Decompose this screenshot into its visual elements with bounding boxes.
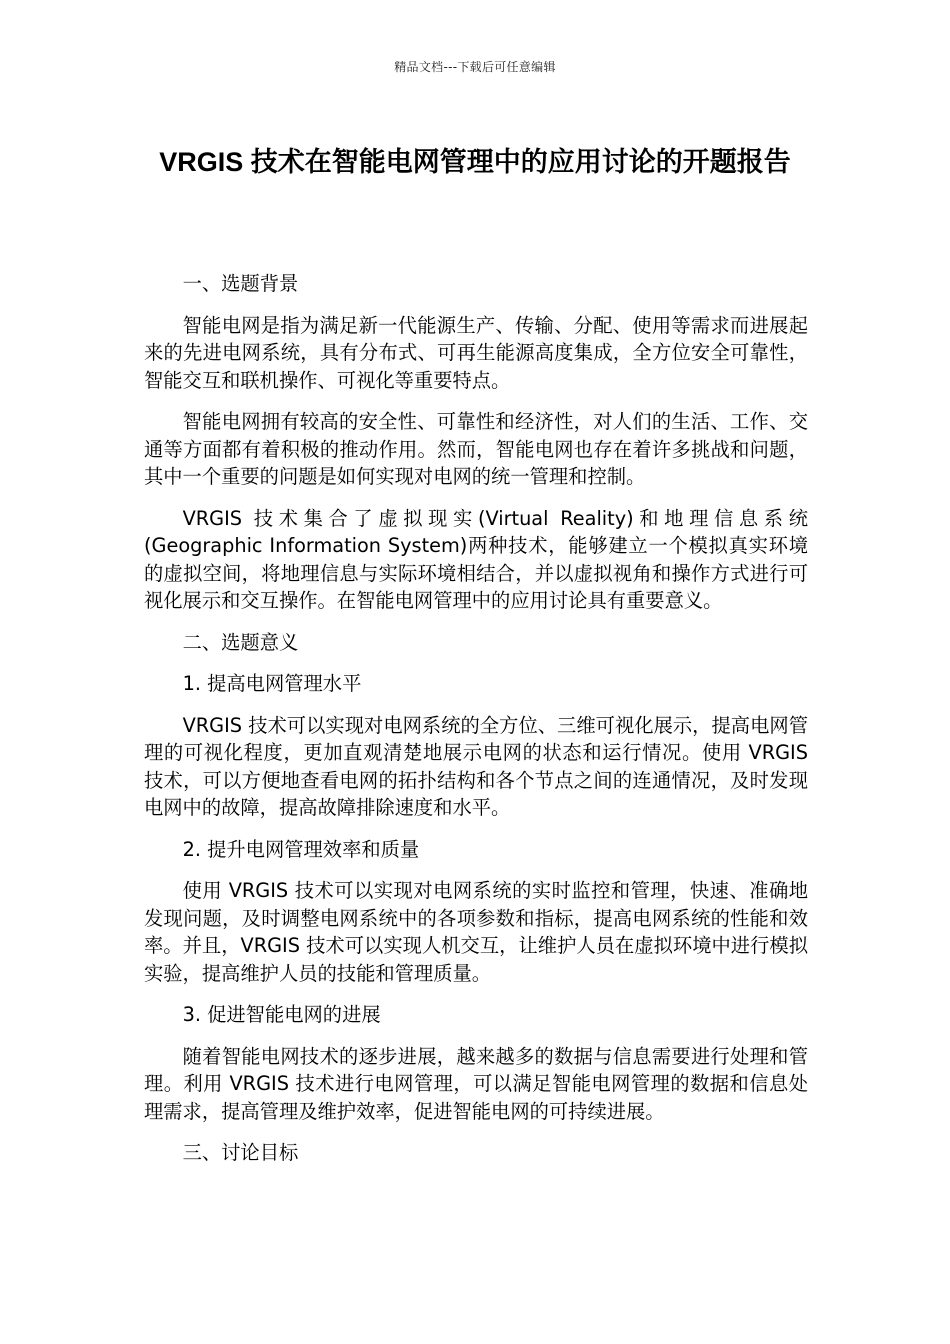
paragraph-smart-grid-challenges: 智能电网拥有较高的安全性、可靠性和经济性，对人们的生活、工作、交通等方面都有着积极的推动作用。然而，智能电网也存在着许多挑战和问题，其中一个重要的问题是如何实现对电网的统一管理和控制。: [144, 410, 808, 488]
document-title: VRGIS 技术在智能电网管理中的应用讨论的开题报告: [159, 147, 791, 177]
paragraph-smart-grid-definition: 智能电网是指为满足新一代能源生产、传输、分配、使用等需求而进展起来的先进电网系统，具有分布式、可再生能源高度集成，全方位安全可靠性，智能交互和联机操作、可视化等重要特点。: [144, 313, 808, 392]
subheading-smart-grid-progress: 3. 促进智能电网的进展: [182, 1003, 381, 1026]
subheading-efficiency-quality: 2. 提升电网管理效率和质量: [182, 837, 420, 861]
section-heading-research-goals: 三、讨论目标: [182, 1141, 299, 1164]
paragraph-smart-grid-progress: 随着智能电网技术的逐步进展，越来越多的数据与信息需要进行处理和管理。利用 VRGIS 技术进行电网管理，可以满足智能电网管理的数据和信息处理需求，提高管理及维护效率，促进智能电网的可持续进展。: [144, 1044, 808, 1123]
document-body: [144, 270, 808, 1181]
subheading-management-level: 1. 提高电网管理水平: [182, 672, 362, 695]
header-note: 精品文档---下载后可任意编辑: [394, 60, 556, 74]
paragraph-vrgis-intro: VRGIS 技术集合了虚拟现实(Virtual Reality)和地理信息系统(Geographic Information System)两种技术，能够建立一个模拟真实环境的虚拟空间，将地理信息与实际环境相结合，并以虚拟视角和操作方式进行可视化展示和交互操作。在智能电网管理中的应用讨论具有重要意义。: [144, 506, 808, 612]
paragraph-management-level: VRGIS 技术可以实现对电网系统的全方位、三维可视化展示，提高电网管理的可视化程度，更加直观清楚地展示电网的状态和运行情况。使用 VRGIS 技术，可以方便地查看电网的拓扑结构和各个节点之间的连通情况，及时发现电网中的故障，提高故障排除速度和水平。: [144, 713, 808, 819]
section-heading-background: 一、选题背景: [182, 272, 299, 295]
section-heading-significance: 二、选题意义: [182, 630, 299, 654]
paragraph-efficiency-quality: 使用 VRGIS 技术可以实现对电网系统的实时监控和管理，快速、准确地发现问题，及时调整电网系统中的各项参数和指标，提高电网系统的性能和效率。并且，VRGIS 技术可以实现人机交互，让维护人员在虚拟环境中进行模拟实验，提高维护人员的技能和管理质量。: [144, 879, 808, 985]
